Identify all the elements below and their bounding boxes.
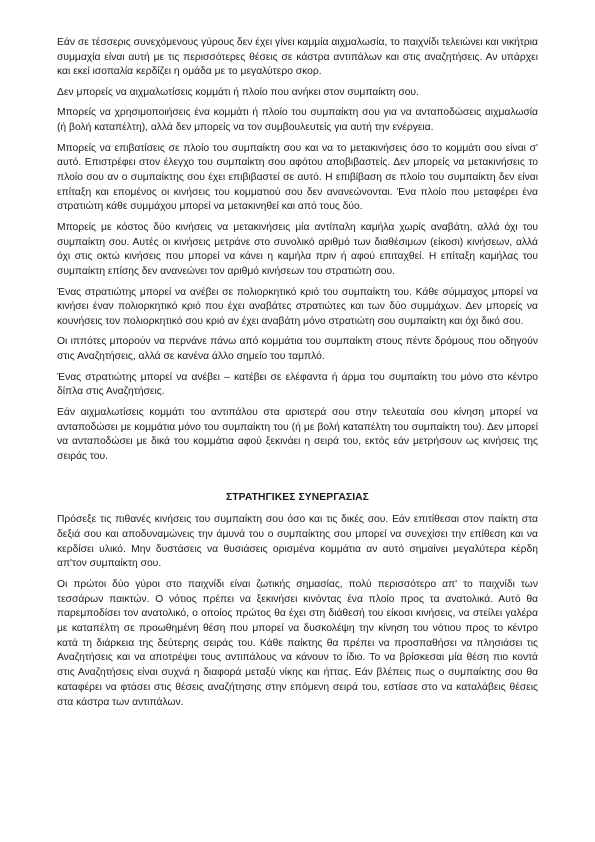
strategy-section-heading: ΣΤΡΑΤΗΓΙΚΕΣ ΣΥΝΕΡΓΑΣΙΑΣ <box>226 491 369 503</box>
rules-paragraph-board-teammate-ship: Μπορείς να επιβατίσεις σε πλοίο του συμπαίκτη σου και να το μετακινήσεις όσο το κομμάτι σου είναι σ' αυτό. Επιστρέφει στον έλεγχο του συμπαίκτη σου αφότου αποβιβαστείς. Δεν μπορείς να μετακινήσεις το πλοίο σου αν ο συμπαίκτης σου έχει επιβιβαστεί σε αυτό. Η επιβίβαση σε πλοίο του συμπαίκτη δεν είναι επίταξη και επομένος οι κινήσεις του κομματιού σου δεν ανανεώνονται. Ένα πλοίο που μεταφέρει ένα στρατιώτη κάθε συμμάχου μπορεί να μετακινηθεί και από τους δύο. <box>57 142 538 213</box>
document-page <box>57 36 538 716</box>
strategy-paragraph-teammate-moves: Πρόσεξε τις πιθανές κινήσεις του συμπαίκτη σου όσο και τις δικές σου. Εάν επιτίθεσαι στον παίκτη στα δεξιά σου και αποδυναμώνεις την άμυνά του ο συμπαίκτης σου μπορεί να συνεχίσει την επίθεση και να κερδίσει υλικό. Μην δυστάσεις να θυσιάσεις ορισμένα κομμάτια αν αυτό σημαίνει μεγαλύτερα κέρδη απ'τον συμπαίκτη σου. <box>57 514 538 570</box>
rules-paragraph-no-capture-end: Εάν σε τέσσερις συνεχόμενους γύρους δεν έχει γίνει καμμία αιχμαλωσία, το παιχνίδι τελειώνει και νικήτρια συμμαχία είναι αυτή με τις περισσότερες θέσεις σε κάστρα αντιπάλων και στις αναζητήσεις. Αν υπάρχει και εκεί ισοπαλία κερδίζει η ομάδα με το μεγαλύτερο σκορ. <box>57 37 538 78</box>
rules-paragraph-knights: Οι ιππότες μπορούν να περνάνε πάνω από κομμάτια του συμπαίκτη στους πέντε δρόμους που οδηγούν στις Αναζητήσεις, αλλά σε κανένα άλλο σημείο του ταμπλό. <box>57 336 538 363</box>
rules-paragraph-retaliation: Εάν αιχμαλωτίσεις κομμάτι του αντιπάλου στα αριστερά σου στην τελευταία σου κίνηση μπορεί να ανταποδώσει με κομμάτια μόνο του συμπαίκτη του (ή με βολή καταπέλτη του συμπαίκτη του). Δεν μπορεί να ανταποδώσει με δικά του κομμάτια αφού ξεκινάει η σειρά του, εκτός εάν μετρήσουν ως κινήσεις της σειράς του. <box>57 406 538 462</box>
rules-paragraph-siege-ram: Ένας στρατιώτης μπορεί να ανέβει σε πολιορκητικό κριό του συμπαίκτη του. Κάθε σύμμαχος μπορεί να κινήσει έναν πολιορκητικό κριό που έχει αναβάτες στρατιώτες και των δύο συμμάχων. Δεν μπορείς να κουνήσεις τον πολιορκητικό σου κριό αν έχει αναβάτη μόνο στρατιώτη σου συμπαίκτη και όχι δικό σου. <box>57 286 538 327</box>
rules-paragraph-use-teammate-piece: Μπορείς να χρησιμοποιήσεις ένα κομμάτι ή πλοίο του συμπαίκτη σου για να ανταποδώσεις αιχμαλωσία (ή βολή καταπέλτη), αλλά δεν μπορείς να τον συμβουλευτείς για αυτή την ενέργεια. <box>57 107 538 134</box>
rules-paragraph-move-camel: Μπορείς με κόστος δύο κινήσεις να μετακινήσεις μία αντίπαλη καμήλα χωρίς αναβάτη, αλλά όχι του συμπαίκτη σου. Αυτές οι κινήσεις μετράνε στο συνολικό αριθμό των διαθέσιμων (είκοσι) κινήσεων, αλλά όχι στις οκτώ κινήσεις που μπορεί να κάνει η καμήλα πριν ή αφού επιταχθεί. Η επίταξη καμήλας του συμπαίκτη επίσης δεν ανανεώνει τον αριθμό κινήσεων του στρατιώτη σου. <box>57 221 538 278</box>
strategy-paragraph-opening-rounds: Οι πρώτοι δύο γύροι στο παιχνίδι είναι ζωτικής σημασίας, πολύ περισσότερο απ' το παιχνίδι των τεσσάρων παικτών. Ο νότιος πρέπει να ξεκινήσει κινόντας ένα πλοίο προς τα ανατολικά. Αυτό θα παρεμποδίσει τον ανατολικό, ο οποίος πρώτος θα έχει στη διάθεσή του είκοσι κινήσεις, να στείλει γαλέρα με καταπέλτη σε προωθημένη θέση που μπορεί να δυσκολέψη την κίνηση του νότιου προς το κέντρο κατά τη διάρκεια της δεύτερης σειράς του. Κάθε παίκτης θα πρέπει να προσπαθήσει να πλησιάσει τις Αναζητήσεις και να αποτρέψει τους αντιπάλους να κάνουν το ίδιο. Το να βρίσκεσαι μία θέση πιο κοντά στις Αναζητήσεις είναι συχνά η διαφορά μεταξύ νίκης και ήττας. Εάν βλέπεις πως ο συμπαίκτης σου θα καταφέρει να φτάσει στις θέσεις αναζήτησης στην επόμενη σειρά του, εστίασε στο να καταλάβεις θέσεις στα κάστρα των αντιπάλων. <box>57 578 538 708</box>
rules-paragraph-no-capture-teammate: Δεν μπορείς να αιχμαλωτίσεις κομμάτι ή πλοίο που ανήκει στον συμπαίκτη σου. <box>57 86 419 98</box>
rules-paragraph-elephant-chariot: Ένας στρατιώτης μπορεί να ανέβει – κατέβει σε ελέφαντα ή άρμα του συμπαίκτη του μόνο στο κέντρο δίπλα στις Αναζητήσεις. <box>57 371 538 398</box>
